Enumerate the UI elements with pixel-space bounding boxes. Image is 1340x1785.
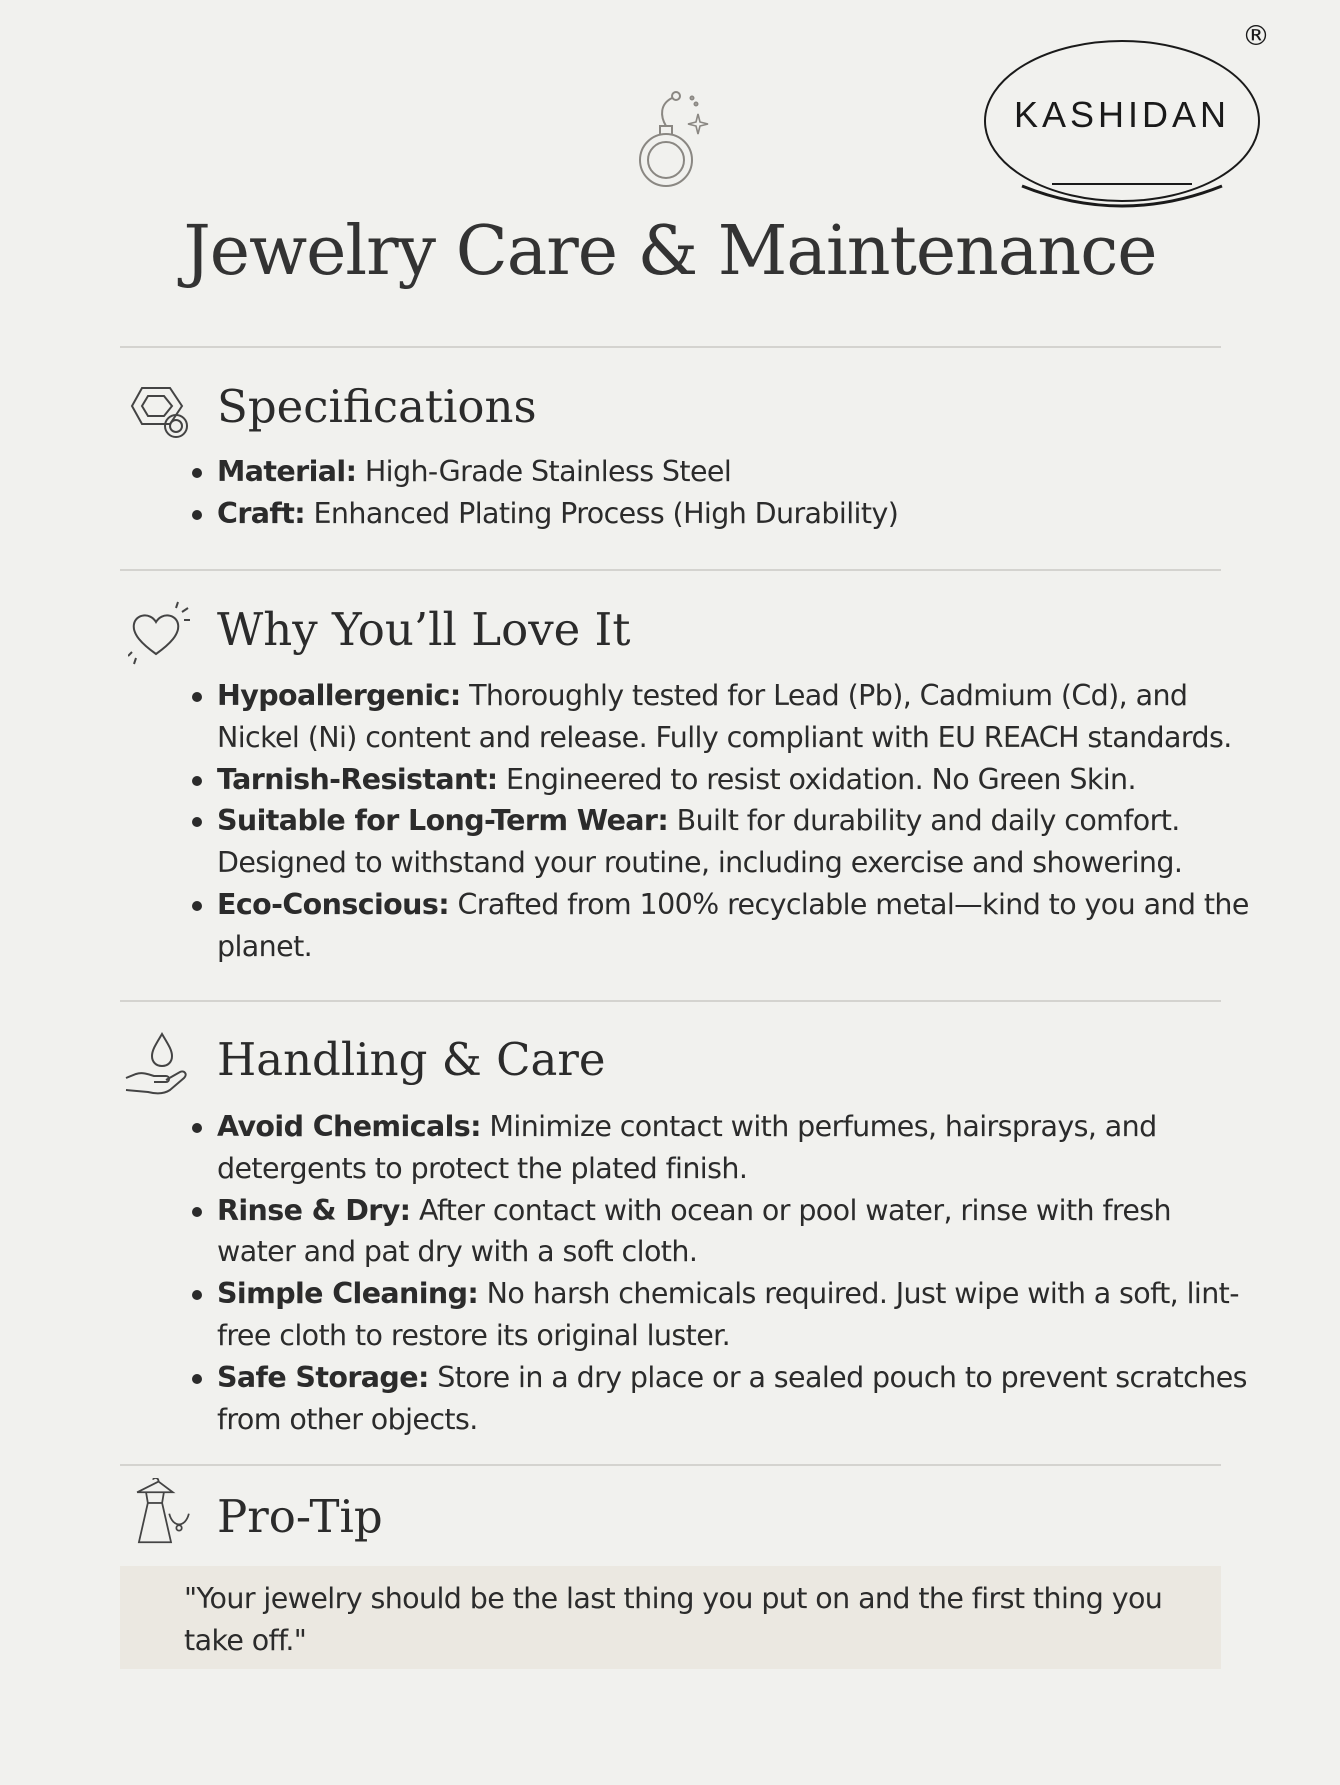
section-title-tip: Pro-Tip <box>217 1490 383 1543</box>
divider <box>120 1464 1221 1466</box>
divider <box>120 346 1221 348</box>
section-title-specifications: Specifications <box>217 380 537 433</box>
list-item: Material: High-Grade Stainless Steel <box>190 451 1250 493</box>
list-item: Simple Cleaning: No harsh chemicals required. Just wipe with a soft, lint-free cloth to restore its original luster. <box>190 1273 1250 1357</box>
page-title: Jewelry Care & Maintenance <box>183 212 1157 291</box>
gem-icon <box>128 380 194 446</box>
list-item: Craft: Enhanced Plating Process (High Durability) <box>190 493 1250 535</box>
list-item: Rinse & Dry: After contact with ocean or pool water, rinse with fresh water and pat dry with a soft cloth. <box>190 1190 1250 1274</box>
list-item: Tarnish-Resistant: Engineered to resist oxidation. No Green Skin. <box>190 759 1250 801</box>
divider <box>120 569 1221 571</box>
hand-water-drop-icon <box>124 1030 190 1096</box>
pro-tip-quote: "Your jewelry should be the last thing you put on and the first thing you take off." <box>184 1582 1163 1657</box>
pendant-icon <box>630 88 710 188</box>
care-list <box>190 1106 1250 1440</box>
love-list <box>190 675 1250 968</box>
list-item: Eco-Conscious: Crafted from 100% recyclable metal—kind to you and the planet. <box>190 884 1250 968</box>
section-title-love: Why You’ll Love It <box>217 603 631 656</box>
brand-name: KASHIDAN <box>1013 94 1231 135</box>
list-item: Suitable for Long-Term Wear: Built for durability and daily comfort. Designed to withstand your routine, including exercise and showering. <box>190 800 1250 884</box>
registered-mark: ® <box>1242 19 1270 52</box>
specifications-list <box>190 451 1250 535</box>
heart-icon <box>128 600 194 666</box>
pro-tip-box <box>120 1566 1221 1669</box>
dress-necklace-icon <box>130 1478 196 1544</box>
list-item: Avoid Chemicals: Minimize contact with perfumes, hairsprays, and detergents to protect the plated finish. <box>190 1106 1250 1190</box>
divider <box>120 1000 1221 1002</box>
list-item: Safe Storage: Store in a dry place or a sealed pouch to prevent scratches from other objects. <box>190 1357 1250 1441</box>
section-title-care: Handling & Care <box>217 1033 606 1086</box>
list-item: Hypoallergenic: Thoroughly tested for Lead (Pb), Cadmium (Cd), and Nickel (Ni) content and release. Fully compliant with EU REACH standards. <box>190 675 1250 759</box>
